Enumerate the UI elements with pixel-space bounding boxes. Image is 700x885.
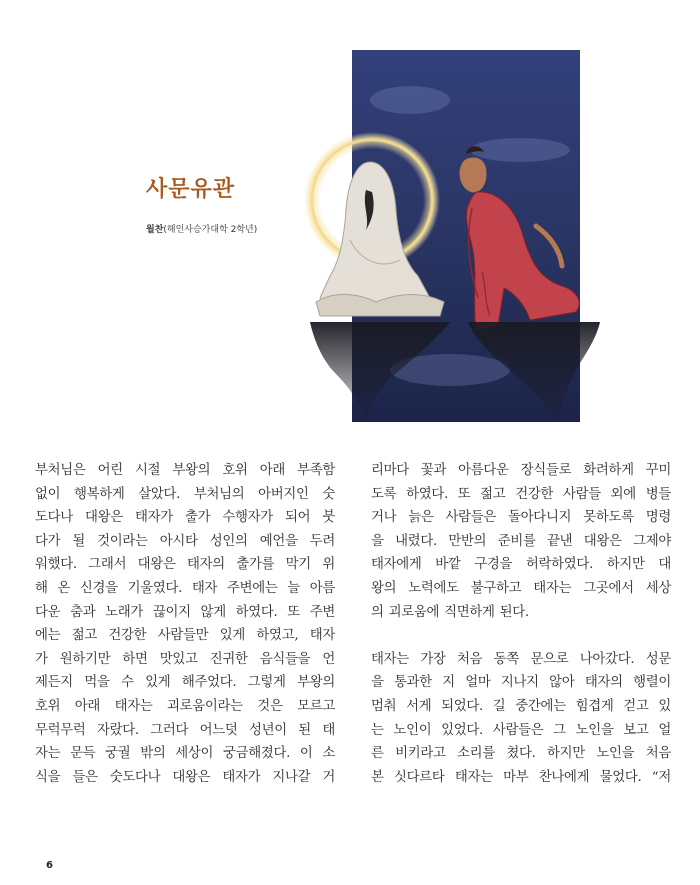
text-line: 른 비키라고 소리를 쳤다. 하지만 노인을 처음: [371, 746, 671, 762]
text-line: 는 노인이 있었다. 사람들은 그 노인을 보고 얼: [371, 722, 671, 738]
text-line: 가 원하기만 하면 맛있고 진귀한 음식들을 언: [35, 651, 335, 667]
text-line: 식을 들은 숫도다나 대왕은 태자가 지나갈 거: [35, 769, 335, 785]
siddhartha-old-man-illustration: [300, 40, 630, 430]
article-title: 사문유관: [146, 177, 236, 202]
author-affiliation: (해인사승가대학 2학년): [163, 225, 258, 235]
paragraph-gap: [371, 624, 671, 648]
text-line: 다가 될 것이라는 아시타 성인의 예언을 두려: [35, 533, 335, 549]
text-line: 태자는 가장 처음 동쪽 문으로 나아갔다. 성문: [371, 651, 671, 667]
text-line: 도록 하였다. 또 젊고 건강한 사람들 외에 병들: [371, 486, 671, 502]
body-column-right: [371, 459, 671, 789]
text-line: 왕의 노력에도 불구하고 태자는 그곳에서 세상: [371, 580, 671, 596]
text-line: 태자에게 바깥 구경을 허락하였다. 하지만 대: [371, 557, 671, 573]
text-line: 제든지 먹을 수 있게 해주었다. 그렇게 부왕의: [35, 675, 335, 691]
page-number: 6: [46, 860, 53, 871]
body-column-left: [35, 459, 335, 789]
text-line: 워했다. 그래서 대왕은 태자의 출가를 막기 위: [35, 557, 335, 573]
text-line: 거나 늙은 사람들은 돌아다니지 못하도록 명령: [371, 510, 671, 526]
text-line: 을 내렸다. 만반의 준비를 끝낸 대왕은 그제야: [371, 533, 671, 549]
author-byline: [146, 222, 257, 235]
text-line: 을 통과한 지 얼마 지나지 않아 태자의 행렬이: [371, 675, 671, 691]
text-line: 호위 아래 태자는 괴로움이라는 것은 모르고: [35, 698, 335, 714]
text-line: 무럭무럭 자랐다. 그러다 어느덧 성년이 된 태: [35, 722, 335, 738]
author-name: 월찬: [146, 225, 164, 235]
text-line: 에는 젊고 건강한 사람들만 있게 하였고, 태자: [35, 628, 335, 644]
text-line: 의 괴로움에 직면하게 된다.: [371, 604, 529, 620]
text-line: 리마다 꽃과 아름다운 장식들로 화려하게 꾸미: [371, 463, 671, 478]
text-line: 자는 문득 궁궐 밖의 세상이 궁금해졌다. 이 소: [35, 746, 335, 762]
text-line: 도다나 대왕은 태자가 출가 수행자가 되어 붓: [35, 510, 335, 526]
illustration: [300, 40, 630, 430]
text-line: 없이 행복하게 살았다. 부처님의 아버지인 숫: [35, 486, 335, 502]
text-line: 본 싯다르타 태자는 마부 찬나에게 물었다. “저: [371, 769, 671, 785]
text-line: 부처님은 어린 시절 부왕의 호위 아래 부족함: [35, 463, 335, 478]
text-line: 해 온 신경을 기울였다. 태자 주변에는 늘 아름: [35, 580, 335, 596]
text-line: 다운 춤과 노래가 끊이지 않게 하였다. 또 주변: [35, 604, 335, 620]
text-line: 멈춰 서게 되었다. 길 중간에는 힘겹게 걷고 있: [371, 698, 671, 714]
